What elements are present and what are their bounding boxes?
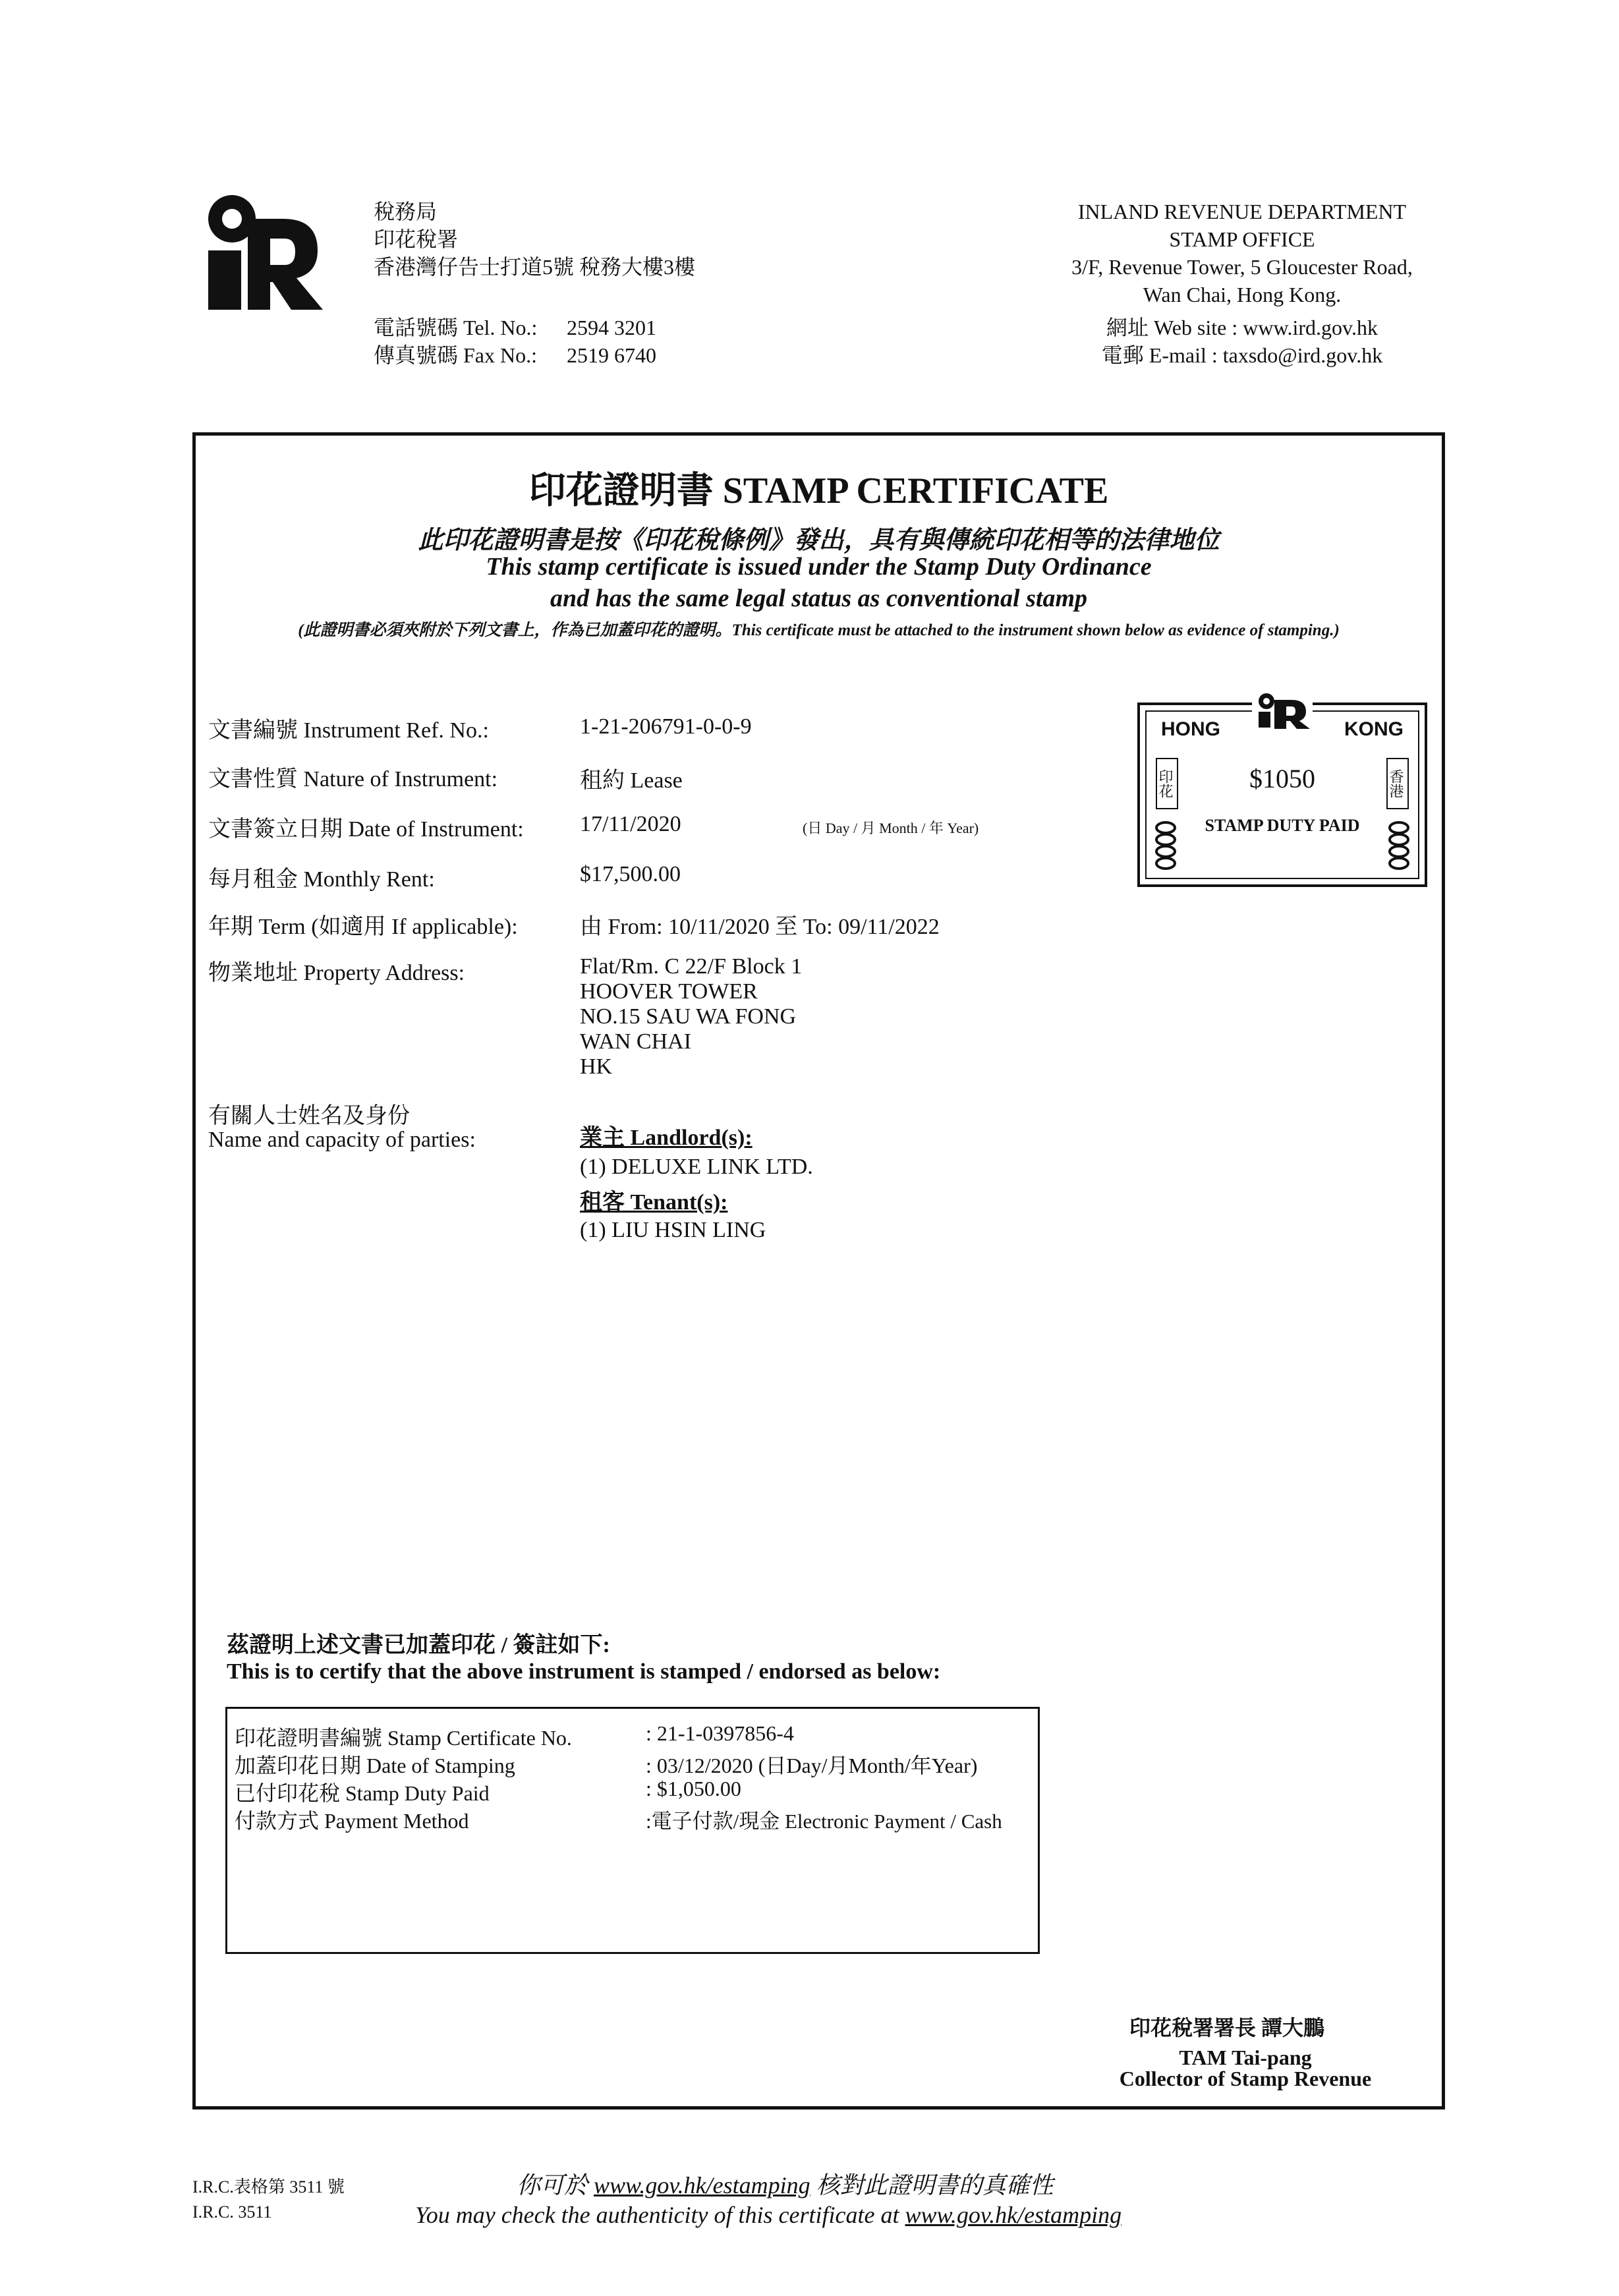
address-line: NO.15 SAU WA FONG (580, 1004, 797, 1029)
stamp-right-seal: 香港 (1386, 758, 1409, 809)
stamp-kong: KONG (1344, 718, 1404, 740)
address-line: HK (580, 1054, 613, 1079)
endorsement-heading-zh: 茲證明上述文書已加蓋印花 / 簽註如下: (227, 1633, 610, 1657)
email: 電郵 E-mail : taxsdo@ird.gov.hk (1101, 343, 1383, 367)
verify-en-prefix: You may check the authenticity of this certificate at (415, 2202, 905, 2228)
payment-method-value: :電子付款/現金 Electronic Payment / Cash (646, 1810, 1002, 1833)
stamping-date-label: 加蓋印花日期 Date of Stamping (235, 1754, 515, 1777)
parties-label-zh: 有關人士姓名及身份 (208, 1104, 410, 1128)
cert-no-label: 印花證明書編號 Stamp Certificate No. (235, 1726, 572, 1750)
stamping-date-value: : 03/12/2020 (日Day/月Month/年Year) (646, 1754, 978, 1777)
address-line-2: Wan Chai, Hong Kong. (1143, 283, 1342, 306)
property-address (580, 954, 802, 1079)
verify-zh-suffix: 核對此證明書的真確性 (810, 2172, 1054, 2198)
cert-no-value: : 21-1-0397856-4 (646, 1721, 794, 1745)
address-line: HOOVER TOWER (580, 979, 758, 1004)
verify-note-en (415, 2201, 1122, 2229)
tenant-heading: 租客 Tenant(s): (580, 1190, 728, 1215)
address-line: WAN CHAI (580, 1029, 692, 1054)
ird-logo (204, 192, 323, 311)
verify-note-zh (517, 2167, 1054, 2200)
ird-stamp-icon (1252, 692, 1313, 729)
form-number-zh: I.R.C.表格第 3511 號 (192, 2177, 345, 2196)
payment-method-label: 付款方式 Payment Method (235, 1809, 469, 1833)
ref-value: 1-21-206791-0-0-9 (580, 714, 752, 739)
ref-label: 文書編號 Instrument Ref. No.: (208, 718, 489, 743)
address-zh: 香港灣仔告士打道5號 稅務大樓3樓 (374, 255, 696, 279)
stamp-duty-stamp (1137, 703, 1427, 887)
stamp-left-ornament (1154, 821, 1177, 870)
date-label: 文書簽立日期 Date of Instrument: (208, 817, 524, 842)
stamp-left-seal: 印花 (1156, 758, 1178, 809)
form-number-en: I.R.C. 3511 (192, 2202, 272, 2222)
stamp-hong: HONG (1161, 718, 1220, 740)
collector-name: TAM Tai-pang (1179, 2046, 1312, 2069)
term-label: 年期 Term (如適用 If applicable): (208, 915, 518, 939)
fax-label: 傳真號碼 Fax No.: (374, 343, 538, 367)
office-name: STAMP OFFICE (1169, 227, 1315, 251)
tenant-name: (1) LIU HSIN LING (580, 1218, 766, 1242)
verify-link-en[interactable]: www.gov.hk/estamping (905, 2202, 1122, 2228)
collector-title-zh: 印花稅署署長 譚大鵬 (1129, 2016, 1325, 2040)
endorsement-heading-en: This is to certify that the above instrument is stamped / endorsed as below: (227, 1659, 941, 1684)
date-format-hint: (日 Day / 月 Month / 年 Year) (803, 820, 979, 836)
address-line: Flat/Rm. C 22/F Block 1 (580, 954, 803, 979)
certificate-title: 印花證明書 STAMP CERTIFICATE (528, 471, 1109, 511)
parties-label-en: Name and capacity of parties: (208, 1128, 476, 1152)
landlord-heading: 業主 Landlord(s): (580, 1126, 753, 1150)
nature-value: 租約 Lease (580, 768, 683, 793)
verify-zh-prefix: 你可於 (517, 2172, 594, 2198)
subtitle-en-2: and has the same legal status as conventional stamp (550, 585, 1087, 612)
verify-link-zh[interactable]: www.gov.hk/estamping (594, 2172, 810, 2198)
tel-label: 電話號碼 Tel. No.: (374, 316, 538, 339)
date-value: 17/11/2020 (580, 812, 681, 836)
website: 網址 Web site : www.ird.gov.hk (1106, 316, 1378, 339)
stamp-amount: $1050 (1249, 764, 1315, 793)
term-value: 由 From: 10/11/2020 至 To: 09/11/2022 (580, 915, 940, 939)
office-name-zh: 印花稅署 (374, 227, 459, 251)
address-line-1: 3/F, Revenue Tower, 5 Gloucester Road, (1071, 255, 1413, 279)
fax-value: 2519 6740 (567, 343, 656, 367)
landlord-name: (1) DELUXE LINK LTD. (580, 1155, 813, 1179)
org-name-zh: 稅務局 (374, 200, 438, 223)
stamp-right-ornament (1388, 821, 1410, 870)
parties-label (208, 1105, 476, 1152)
nature-label: 文書性質 Nature of Instrument: (208, 767, 498, 791)
rent-value: $17,500.00 (580, 862, 681, 886)
collector-title-en: Collector of Stamp Revenue (1119, 2067, 1372, 2090)
attachment-note: (此證明書必須夾附於下列文書上，作為已加蓋印花的證明。This certificate must be attached to the instrument shown below as evidence of stamping.) (298, 621, 1340, 639)
dept-name: INLAND REVENUE DEPARTMENT (1077, 200, 1407, 223)
rent-label: 每月租金 Monthly Rent: (208, 867, 435, 892)
subtitle-en-1: This stamp certificate is issued under the Stamp Duty Ordinance (486, 553, 1152, 581)
subtitle-zh: 此印花證明書是按《印花稅條例》發出，具有與傳統印花相等的法律地位 (418, 527, 1220, 554)
duty-paid-label: 已付印花稅 Stamp Duty Paid (235, 1781, 490, 1805)
duty-paid-value: : $1,050.00 (646, 1777, 741, 1800)
stamp-paid-text: STAMP DUTY PAID (1205, 816, 1360, 835)
tel-value: 2594 3201 (567, 316, 656, 339)
address-label: 物業地址 Property Address: (208, 961, 465, 985)
